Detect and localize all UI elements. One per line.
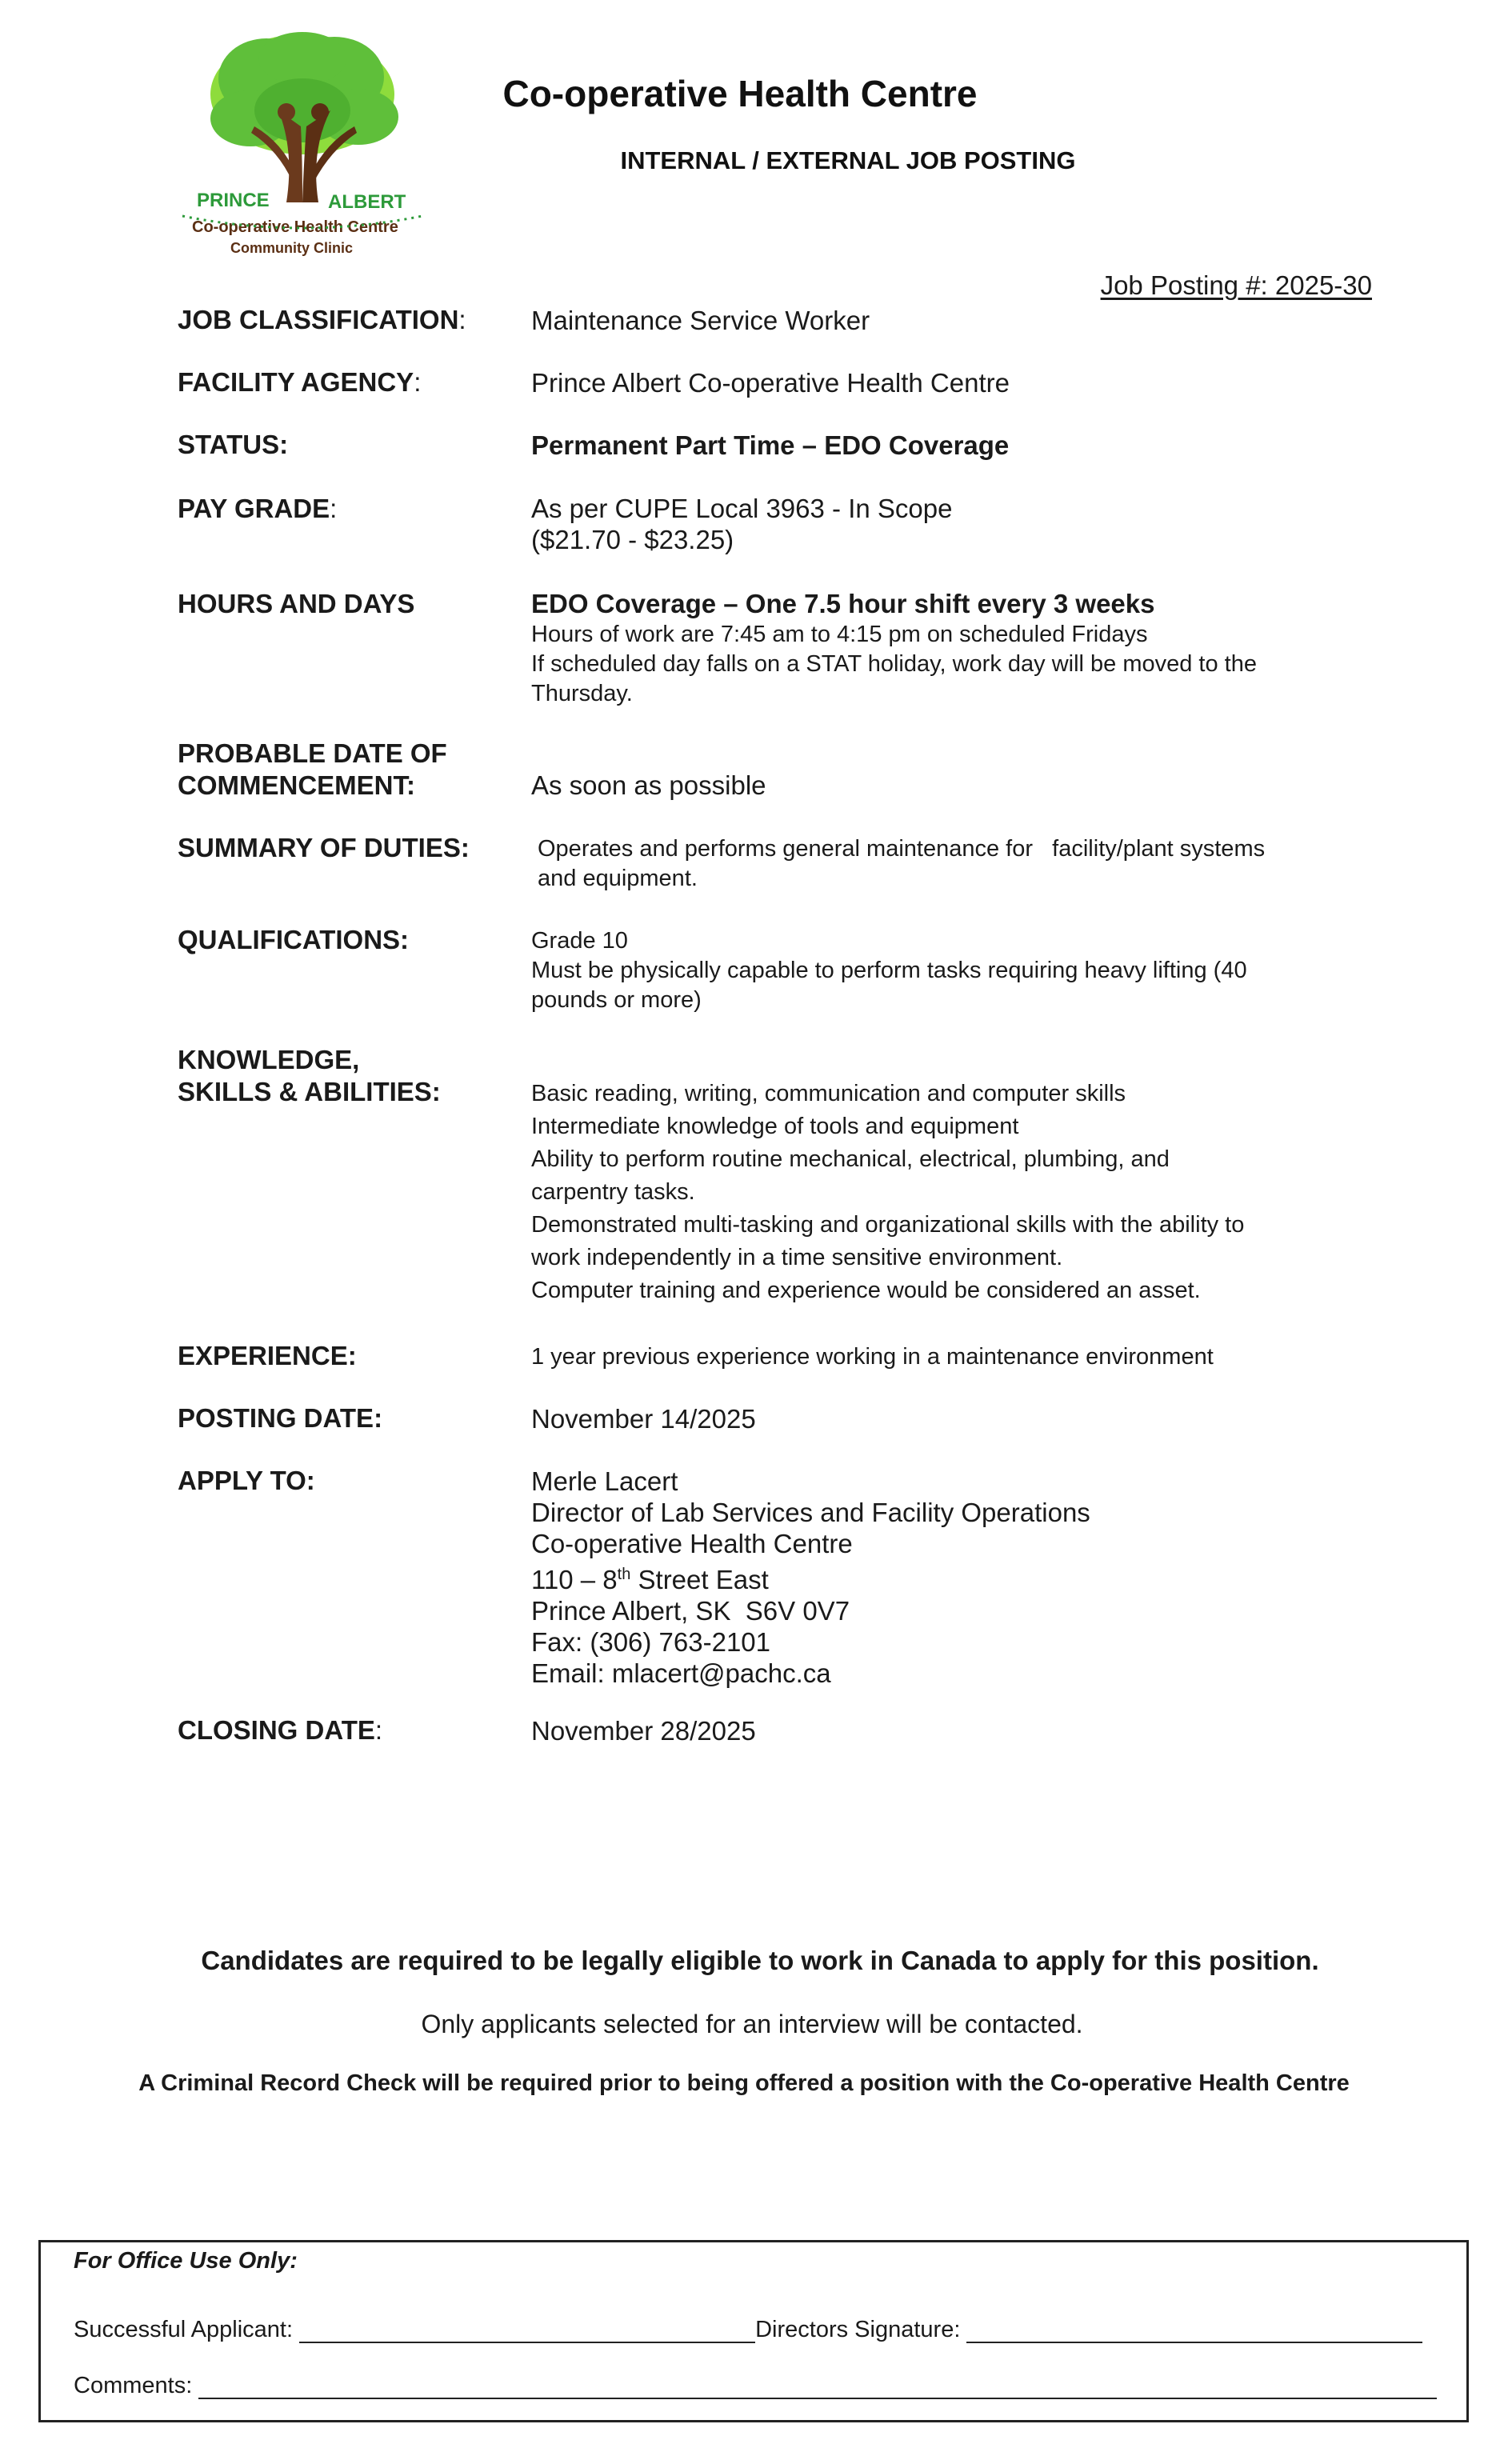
comments-label: Comments: [74, 2373, 193, 2398]
comments-field[interactable] [198, 2375, 1437, 2399]
apply-to-value [531, 1466, 1379, 1689]
eligibility-notice: Candidates are required to be legally eligible to work in Canada to apply for this position. [201, 1946, 1319, 1975]
status-label: STATUS: [178, 430, 289, 459]
job-posting-number: Job Posting #: 2025-30 [1100, 270, 1372, 300]
contact-organization: Co-operative Health Centre [531, 1529, 853, 1558]
contact-city: Prince Albert, SK S6V 0V7 [531, 1596, 850, 1626]
knowledge-item: Computer training and experience would be considered an asset. [531, 1278, 1201, 1303]
logo-text-centre: Co-operative Health Centre [192, 218, 398, 236]
knowledge-item: work independently in a time sensitive environment. [531, 1245, 1063, 1270]
pay-grade-scope: As per CUPE Local 3963 - In Scope [531, 494, 953, 523]
pay-grade-range: ($21.70 - $23.25) [531, 525, 734, 554]
contact-fax: Fax: (306) 763-2101 [531, 1627, 771, 1657]
criminal-check-notice: A Criminal Record Check will be required prior to being offered a position with the Co-operative Health Centre [138, 2070, 1350, 2096]
pay-grade-label: PAY GRADE: [178, 494, 338, 523]
closing-date-value: November 28/2025 [531, 1716, 756, 1746]
hours-lead: EDO Coverage – One 7.5 hour shift every 3 weeks [531, 589, 1155, 618]
knowledge-value [531, 1078, 1379, 1307]
successful-applicant-field[interactable] [299, 2319, 755, 2343]
closing-date-label: CLOSING DATE: [178, 1715, 383, 1745]
hours-and-days-value [531, 588, 1379, 709]
knowledge-item: Ability to perform routine mechanical, electrical, plumbing, and [531, 1146, 1170, 1172]
successful-applicant-label: Successful Applicant: [74, 2317, 294, 2342]
status-value: Permanent Part Time – EDO Coverage [531, 430, 1010, 460]
experience-label: EXPERIENCE: [178, 1341, 357, 1370]
office-use-title: For Office Use Only: [74, 2248, 298, 2274]
contact-position: Director of Lab Services and Facility Operations [531, 1498, 1090, 1527]
knowledge-label: KNOWLEDGE, SKILLS & ABILITIES: [178, 1045, 441, 1106]
contact-name: Merle Lacert [531, 1466, 678, 1496]
directors-signature-label: Directors Signature: [755, 2317, 961, 2342]
qualifications-label: QUALIFICATIONS: [178, 925, 410, 954]
commencement-label: PROBABLE DATE OF COMMENCEMENT: [178, 738, 447, 800]
hours-line-1: Hours of work are 7:45 am to 4:15 pm on scheduled Fridays [531, 622, 1148, 647]
logo-text-albert: ALBERT [328, 191, 406, 213]
hours-line-3: Thursday. [531, 681, 633, 706]
contact-notice: Only applicants selected for an interview will be contacted. [421, 2010, 1083, 2038]
hours-line-2: If scheduled day falls on a STAT holiday, work day will be moved to the [531, 651, 1257, 677]
directors-signature-field[interactable] [966, 2319, 1422, 2343]
job-classification-value: Maintenance Service Worker [531, 306, 870, 335]
comments-row [74, 2373, 1437, 2399]
page-title: Co-operative Health Centre [502, 73, 978, 114]
logo-text-prince: PRINCE [197, 190, 270, 211]
commencement-value: As soon as possible [531, 770, 766, 800]
summary-of-duties-label: SUMMARY OF DUTIES: [178, 833, 470, 862]
posting-subtitle: INTERNAL / EXTERNAL JOB POSTING [620, 146, 1076, 174]
successful-applicant-row [74, 2317, 1422, 2343]
pay-grade-value [531, 493, 1379, 555]
contact-email[interactable]: Email: mlacert@pachc.ca [531, 1658, 831, 1688]
facility-agency-label: FACILITY AGENCY: [178, 367, 422, 397]
job-classification-label: JOB CLASSIFICATION: [178, 305, 466, 334]
knowledge-item: Intermediate knowledge of tools and equipment [531, 1114, 1019, 1139]
posting-date-value: November 14/2025 [531, 1404, 756, 1434]
knowledge-item: Demonstrated multi-tasking and organizational skills with the ability to [531, 1212, 1245, 1238]
contact-address: 110 – 8th Street East [531, 1565, 769, 1594]
qualifications-value: Grade 10 Must be physically capable to perform tasks requiring heavy lifting (40 pounds or more) [531, 928, 1247, 1013]
experience-value: 1 year previous experience working in a maintenance environment [531, 1344, 1214, 1370]
facility-agency-value: Prince Albert Co-operative Health Centre [531, 368, 1010, 398]
knowledge-item: carpentry tasks. [531, 1179, 695, 1205]
summary-of-duties-value: Operates and performs general maintenance for facility/plant systems and equipment. [538, 836, 1266, 891]
knowledge-item: Basic reading, writing, communication and computer skills [531, 1081, 1126, 1106]
logo-text-clinic: Community Clinic [230, 240, 354, 256]
posting-date-label: POSTING DATE: [178, 1403, 383, 1433]
hours-and-days-label: HOURS AND DAYS [178, 589, 415, 618]
apply-to-label: APPLY TO: [178, 1466, 315, 1495]
